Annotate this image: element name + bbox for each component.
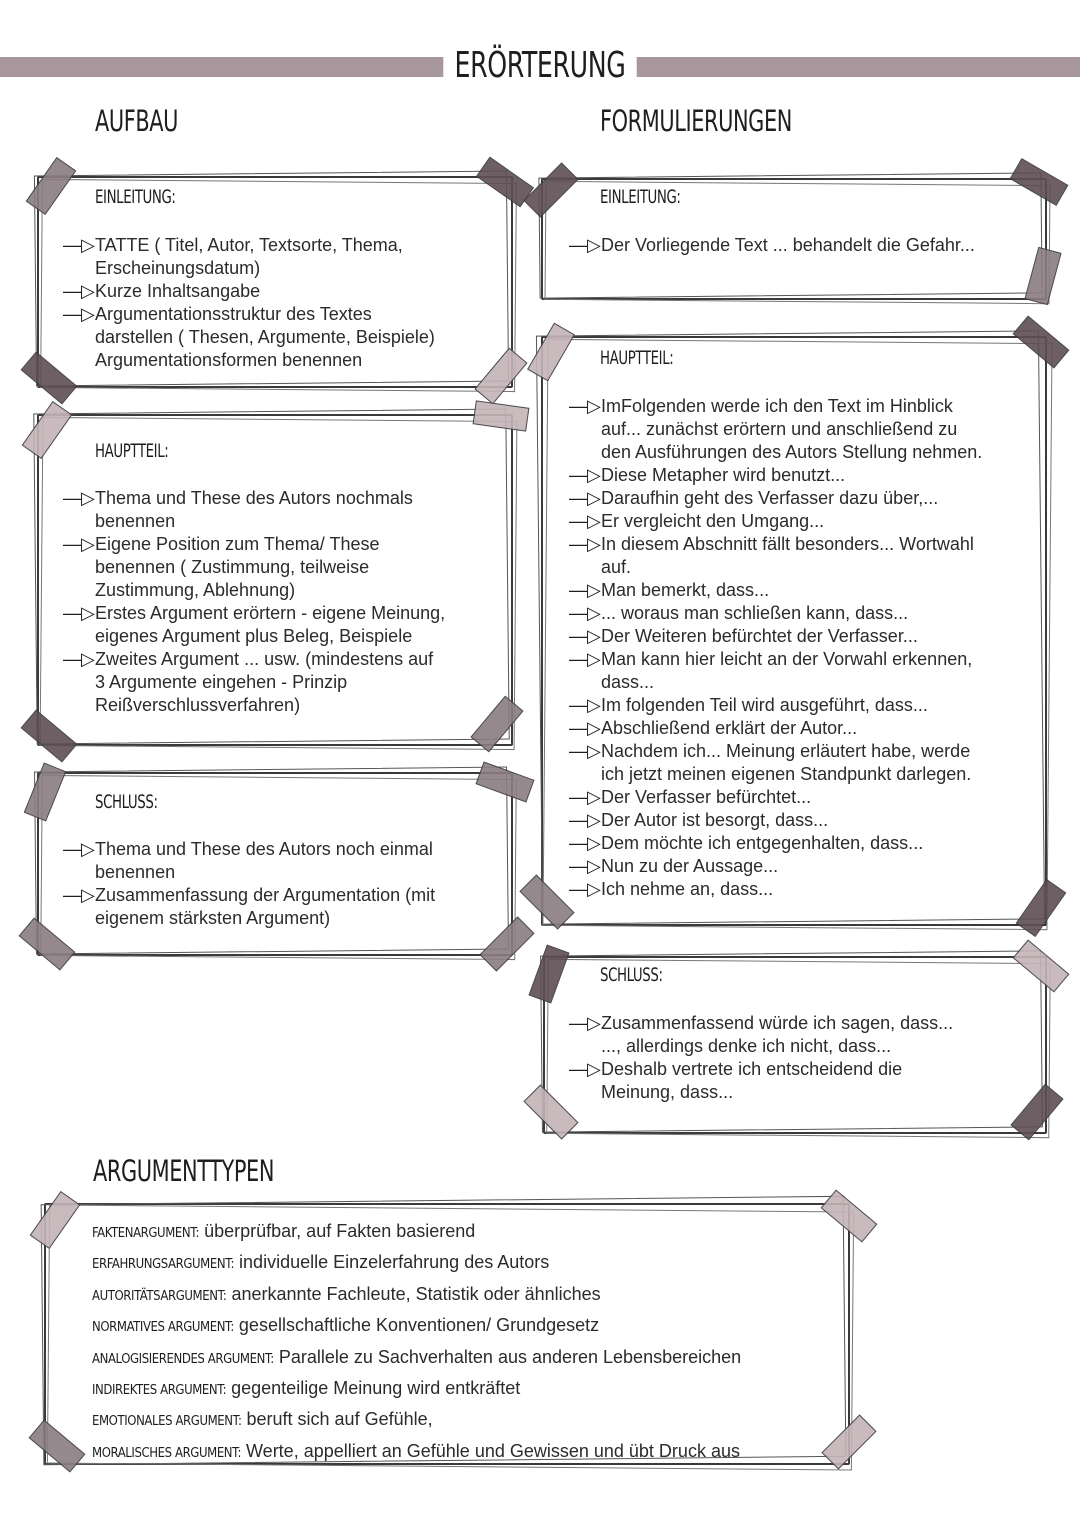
list-item-text: den Ausführungen des Autors Stellung nehmen. <box>601 442 983 462</box>
arrow-icon: —▷ <box>63 488 95 508</box>
list-item <box>569 464 1039 487</box>
list-item-text: Im folgenden Teil wird ausgeführt, dass... <box>601 695 928 715</box>
arrow-icon: —▷ <box>569 580 601 600</box>
list-item-continuation <box>63 556 503 579</box>
list-item-text: Eigene Position zum Thema/ These <box>95 534 380 554</box>
list-item-text: Dem möchte ich entgegenhalten, dass... <box>601 833 924 853</box>
list-item <box>569 510 1039 533</box>
list-item <box>569 786 1039 809</box>
formulierungen-schluss-label: SCHLUSS: <box>600 964 663 986</box>
list-item-continuation <box>63 326 503 349</box>
argument-type-description: Parallele zu Sachverhalten aus anderen Lebensbereichen <box>273 1346 742 1367</box>
list-item-continuation <box>569 441 1039 464</box>
aufbau-hauptteil-label: HAUPTTEIL: <box>95 440 169 462</box>
list-item-text: In diesem Abschnitt fällt besonders... Wortwahl <box>601 534 974 554</box>
list-item-text: Der Autor ist besorgt, dass... <box>601 810 829 830</box>
list-item-continuation <box>63 257 503 280</box>
list-item-continuation <box>63 861 503 884</box>
list-item-text: Der Vorliegende Text ... behandelt die Gefahr... <box>601 235 975 255</box>
argument-type-name: EMOTIONALES ARGUMENT: <box>92 1414 242 1430</box>
list-item-continuation <box>63 349 503 372</box>
arrow-icon: —▷ <box>63 839 95 859</box>
list-item-text: Argumentationsstruktur des Textes <box>95 304 372 324</box>
arrow-icon: —▷ <box>569 695 601 715</box>
list-item <box>63 602 503 625</box>
list-item-text: TATTE ( Titel, Autor, Textsorte, Thema, <box>95 235 403 255</box>
list-item-text: auf. <box>601 557 632 577</box>
list-item-text: Nachdem ich... Meinung erläutert habe, werde <box>601 741 971 761</box>
arrow-icon: —▷ <box>569 810 601 830</box>
list-item <box>569 832 1039 855</box>
list-item <box>569 648 1039 671</box>
argument-type-item <box>92 1248 842 1279</box>
arrow-icon: —▷ <box>63 235 95 255</box>
list-item-continuation <box>63 694 503 717</box>
arrow-icon: —▷ <box>569 488 601 508</box>
list-item-text: Kurze Inhaltsangabe <box>95 281 261 301</box>
argument-type-item <box>92 1311 842 1342</box>
arrow-icon: —▷ <box>63 304 95 324</box>
arrow-icon: —▷ <box>569 833 601 853</box>
list-item <box>569 234 1039 257</box>
argument-type-description: gesellschaftliche Konventionen/ Grundgesetz <box>233 1315 600 1336</box>
list-item-text: Argumentationsformen benennen <box>95 350 363 370</box>
argumenttypen-list <box>92 1217 842 1468</box>
list-item <box>63 487 503 510</box>
arrow-icon: —▷ <box>63 534 95 554</box>
list-item <box>569 602 1039 625</box>
argument-type-item <box>92 1217 842 1248</box>
list-item-text: Zusammenfassend würde ich sagen, dass... <box>601 1013 954 1033</box>
list-item-text: darstellen ( Thesen, Argumente, Beispiele) <box>95 327 435 347</box>
list-item-text: Thema und These des Autors noch einmal <box>95 839 433 859</box>
formulierungen-schluss-list <box>569 1012 1039 1104</box>
aufbau-schluss-label: SCHLUSS: <box>95 791 158 813</box>
list-item-text: dass... <box>601 672 655 692</box>
list-item <box>63 884 503 907</box>
page-title: ERÖRTERUNG <box>119 45 961 86</box>
arrow-icon: —▷ <box>569 534 601 554</box>
arrow-icon: —▷ <box>569 626 601 646</box>
list-item-continuation <box>63 671 503 694</box>
list-item-text: Zustimmung, Ablehnung) <box>95 580 296 600</box>
list-item-text: benennen <box>95 511 176 531</box>
list-item-continuation <box>569 418 1039 441</box>
list-item <box>569 579 1039 602</box>
argument-type-description: Werte, appelliert an Gefühle und Gewissen und übt Druck aus <box>241 1440 740 1461</box>
list-item-text: Der Verfasser befürchtet... <box>601 787 812 807</box>
list-item <box>569 1012 1039 1035</box>
argument-type-item <box>92 1405 842 1436</box>
list-item-text: ..., allerdings denke ich nicht, dass... <box>601 1036 892 1056</box>
list-item-text: Daraufhin geht des Verfasser dazu über,... <box>601 488 939 508</box>
formulierungen-einleitung-list <box>569 234 1039 257</box>
list-item-text: auf... zunächst erörtern und anschließend zu <box>601 419 958 439</box>
arrow-icon: —▷ <box>569 511 601 531</box>
list-item-text: Thema und These des Autors nochmals <box>95 488 413 508</box>
arrow-icon: —▷ <box>569 856 601 876</box>
argument-type-description: individuelle Einzelerfahrung des Autors <box>234 1252 550 1273</box>
list-item-text: benennen ( Zustimmung, teilweise <box>95 557 370 577</box>
list-item <box>569 1058 1039 1081</box>
list-item-text: Man kann hier leicht an der Vorwahl erkennen, <box>601 649 973 669</box>
column-title-aufbau: AUFBAU <box>95 104 179 138</box>
list-item-text: Nun zu der Aussage... <box>601 856 779 876</box>
arrow-icon: —▷ <box>569 465 601 485</box>
list-item-text: Reißverschlussverfahren) <box>95 695 301 715</box>
list-item-text: eigenes Argument plus Beleg, Beispiele <box>95 626 413 646</box>
list-item-text: Erstes Argument erörtern - eigene Meinung, <box>95 603 446 623</box>
argument-type-description: anerkannte Fachleute, Statistik oder ähnliches <box>226 1283 601 1304</box>
arrow-icon: —▷ <box>63 885 95 905</box>
argument-type-item <box>92 1280 842 1311</box>
list-item-continuation <box>569 1035 1039 1058</box>
list-item <box>569 855 1039 878</box>
argument-type-name: ANALOGISIERENDES ARGUMENT: <box>92 1351 274 1367</box>
list-item <box>569 717 1039 740</box>
list-item-text: Diese Metapher wird benutzt... <box>601 465 846 485</box>
list-item-continuation <box>569 1081 1039 1104</box>
list-item <box>569 395 1039 418</box>
aufbau-hauptteil-list <box>63 487 503 717</box>
column-title-formulierungen: FORMULIERUNGEN <box>600 104 792 138</box>
arrow-icon: —▷ <box>569 741 601 761</box>
list-item <box>63 648 503 671</box>
formulierungen-einleitung-label: EINLEITUNG: <box>600 186 681 208</box>
argument-type-name: FAKTENARGUMENT: <box>92 1226 200 1241</box>
arrow-icon: —▷ <box>63 649 95 669</box>
arrow-icon: —▷ <box>569 718 601 738</box>
arrow-icon: —▷ <box>569 787 601 807</box>
list-item-continuation <box>569 671 1039 694</box>
list-item <box>569 625 1039 648</box>
list-item-text: Meinung, dass... <box>601 1082 734 1102</box>
list-item-text: ich jetzt meinen eigenen Standpunkt darlegen. <box>601 764 972 784</box>
formulierungen-hauptteil-list <box>569 395 1039 901</box>
aufbau-einleitung-list <box>63 234 503 372</box>
list-item-text: 3 Argumente eingehen - Prinzip <box>95 672 348 692</box>
arrow-icon: —▷ <box>569 1013 601 1033</box>
formulierungen-hauptteil-label: HAUPTTEIL: <box>600 347 674 369</box>
argument-type-name: ERFAHRUNGSARGUMENT: <box>92 1257 235 1273</box>
list-item <box>569 487 1039 510</box>
argument-type-name: AUTORITÄTSARGUMENT: <box>92 1288 227 1304</box>
argument-type-description: überprüfbar, auf Fakten basierend <box>199 1221 476 1241</box>
list-item-text: Abschließend erklärt der Autor... <box>601 718 858 738</box>
list-item-text: Zweites Argument ... usw. (mindestens auf <box>95 649 434 669</box>
list-item <box>569 533 1039 556</box>
list-item <box>569 809 1039 832</box>
argument-type-description: gegenteilige Meinung wird entkräftet <box>226 1378 521 1399</box>
list-item <box>63 280 503 303</box>
list-item-continuation <box>569 556 1039 579</box>
list-item-text: Zusammenfassung der Argumentation (mit <box>95 885 436 905</box>
list-item-continuation <box>63 510 503 533</box>
argument-type-name: NORMATIVES ARGUMENT: <box>92 1320 234 1336</box>
list-item-continuation <box>63 625 503 648</box>
list-item-text: Ich nehme an, dass... <box>601 879 774 899</box>
list-item-text: Erscheinungsdatum) <box>95 258 261 278</box>
list-item-text: Deshalb vertrete ich entscheidend die <box>601 1059 903 1079</box>
list-item-text: eigenem stärksten Argument) <box>95 908 331 928</box>
list-item <box>63 303 503 326</box>
arrow-icon: —▷ <box>569 1059 601 1079</box>
arrow-icon: —▷ <box>569 879 601 899</box>
argument-type-item <box>92 1437 842 1468</box>
list-item-text: Man bemerkt, dass... <box>601 580 770 600</box>
list-item <box>63 234 503 257</box>
arrow-icon: —▷ <box>63 281 95 301</box>
list-item-continuation <box>63 579 503 602</box>
list-item-continuation <box>63 907 503 930</box>
list-item-text: benennen <box>95 862 176 882</box>
argument-type-name: INDIREKTES ARGUMENT: <box>92 1383 227 1399</box>
aufbau-einleitung-label: EINLEITUNG: <box>95 186 176 208</box>
list-item-text: ImFolgenden werde ich den Text im Hinblick <box>601 396 953 416</box>
list-item-continuation <box>569 763 1039 786</box>
list-item <box>569 878 1039 901</box>
list-item-text: ... woraus man schließen kann, dass... <box>601 603 909 623</box>
argument-type-item <box>92 1374 842 1405</box>
argument-type-description: beruft sich auf Gefühle, <box>241 1409 433 1430</box>
arrow-icon: —▷ <box>569 649 601 669</box>
arrow-icon: —▷ <box>569 396 601 416</box>
arrow-icon: —▷ <box>569 603 601 623</box>
list-item <box>63 838 503 861</box>
list-item <box>569 694 1039 717</box>
list-item <box>63 533 503 556</box>
list-item-text: Er vergleicht den Umgang... <box>601 511 825 531</box>
aufbau-schluss-list <box>63 838 503 930</box>
argument-type-name: MORALISCHES ARGUMENT: <box>92 1445 242 1461</box>
arrow-icon: —▷ <box>569 235 601 255</box>
list-item <box>569 740 1039 763</box>
argumenttypen-heading: ARGUMENTTYPEN <box>93 1154 275 1188</box>
argument-type-item <box>92 1343 842 1374</box>
list-item-text: Der Weiteren befürchtet der Verfasser... <box>601 626 918 646</box>
arrow-icon: —▷ <box>63 603 95 623</box>
